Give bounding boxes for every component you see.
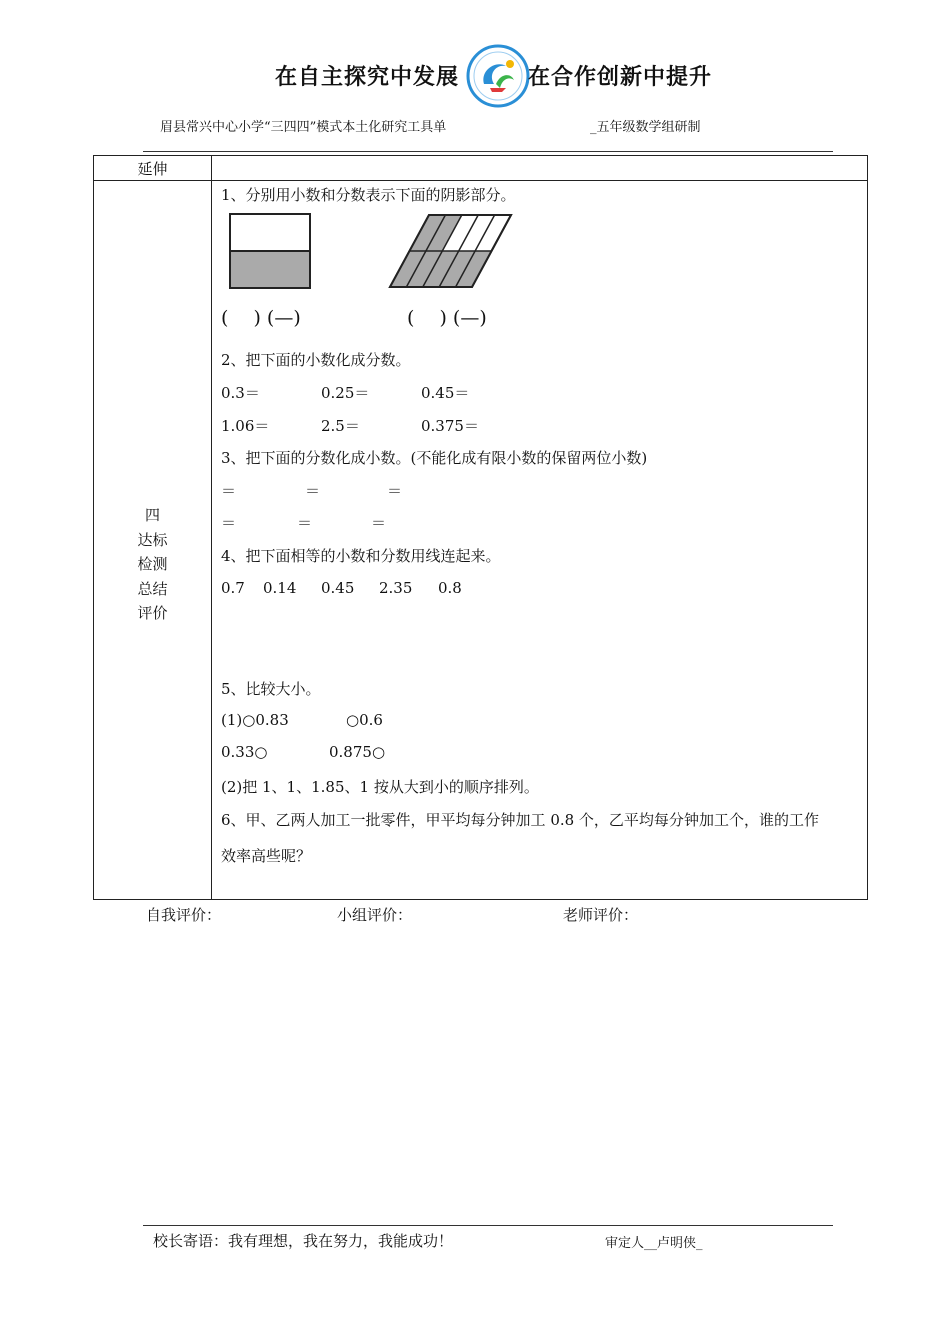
reviewer: 审定人__卢明侠_ [605, 1236, 703, 1251]
question-3-item: ＝ [221, 482, 237, 500]
question-5-item: 0.875○ [329, 743, 386, 761]
question-4-item: 0.14 [263, 579, 297, 597]
school-logo-icon [466, 44, 530, 108]
footer-rule [143, 1225, 833, 1226]
question-2-item: 2.5＝ [321, 417, 360, 435]
title-left: 在自主探究中发展 [275, 65, 460, 90]
question-2: 2、把下面的小数化成分数。 [221, 351, 411, 369]
extension-cell [212, 156, 868, 181]
question-1-answer-a: ( ) (—) [221, 307, 301, 329]
question-5-item: ○0.6 [346, 711, 383, 729]
stage-label-line: 总结 [137, 579, 168, 598]
question-4: 4、把下面相等的小数和分数用线连起来。 [221, 547, 501, 565]
title-right: 在合作创新中提升 [528, 65, 713, 90]
group-line: _五年级数学组研制 [590, 120, 701, 135]
question-2-item: 1.06＝ [221, 417, 270, 435]
school-line: 眉县常兴中心小学“三四四”模式本土化研究工具单 [160, 120, 447, 135]
question-3: 3、把下面的分数化成小数。(不能化成有限小数的保留两位小数) [221, 449, 648, 467]
stage-label-line: 评价 [137, 604, 168, 622]
header-rule [143, 151, 833, 152]
question-2-item: 0.45＝ [421, 384, 470, 402]
stage-label-line: 检测 [137, 555, 168, 573]
question-5-item: 0.33○ [221, 743, 268, 761]
question-3-item: ＝ [305, 482, 321, 500]
stage-label-line: 达标 [137, 530, 168, 549]
question-3-item: ＝ [387, 482, 403, 500]
question-5-item: (1)○0.83 [221, 711, 289, 729]
question-4-item: 0.7 [221, 579, 245, 597]
question-2-item: 0.3＝ [221, 384, 260, 402]
rectangle-half-shaded-figure [229, 213, 313, 291]
question-4-item: 0.45 [321, 579, 355, 597]
principal-motto: 校长寄语：我有理想，我在努力，我能成功！ [153, 1232, 454, 1250]
question-2-item: 0.25＝ [321, 384, 370, 402]
question-4-item: 2.35 [379, 579, 413, 597]
question-3-item: ＝ [371, 514, 387, 532]
group-evaluation-label: 小组评价： [337, 906, 413, 924]
question-4-item: 0.8 [438, 579, 462, 597]
question-2-item: 0.375＝ [421, 417, 479, 435]
question-3-item: ＝ [221, 514, 237, 532]
question-6-line-2: 效率高些呢？ [221, 847, 312, 865]
question-1: 1、分别用小数和分数表示下面的阴影部分。 [221, 186, 516, 204]
teacher-evaluation-label: 老师评价： [563, 906, 639, 924]
exercise-cell [212, 181, 868, 900]
stage-label-line: 四 [144, 506, 160, 524]
question-1-answer-b: ( ) (—) [407, 307, 487, 329]
question-5: 5、比较大小。 [221, 680, 321, 698]
row-label-extension: 延伸 [94, 156, 212, 181]
worksheet-table [93, 155, 868, 900]
question-5-part-2: (2)把 1、1、1.85、1 按从大到小的顺序排列。 [221, 778, 539, 796]
question-3-item: ＝ [297, 514, 313, 532]
self-evaluation-label: 自我评价： [146, 906, 222, 924]
question-6-line-1: 6、甲、乙两人加工一批零件，甲平均每分钟加工 0.8 个，乙平均每分钟加工个，谁的工作 [221, 811, 819, 829]
parallelogram-shaded-figure [387, 213, 517, 291]
stage-label [94, 181, 212, 900]
